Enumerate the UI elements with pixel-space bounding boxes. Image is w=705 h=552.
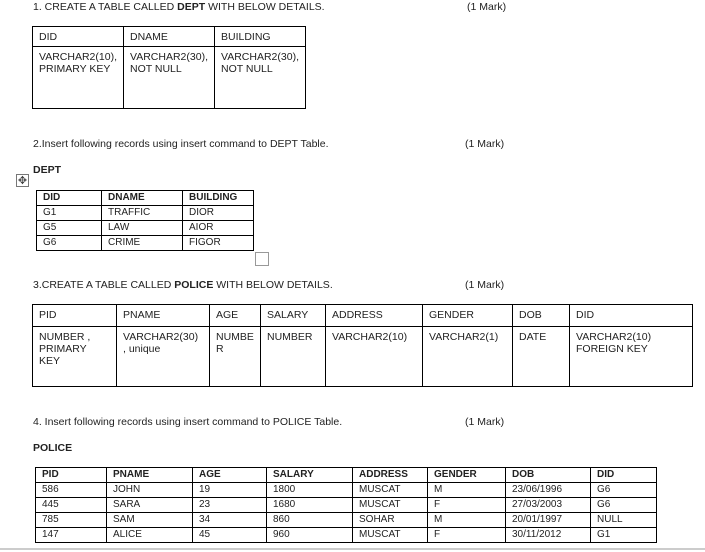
q2-cell: DIOR — [183, 206, 254, 221]
q1-cell-did: VARCHAR2(10), PRIMARY KEY — [33, 47, 124, 109]
q4-cell: 23 — [193, 498, 267, 513]
q4-header: DID — [591, 468, 657, 483]
q4-cell: 960 — [267, 528, 353, 543]
q4-cell: MUSCAT — [353, 528, 428, 543]
q4-cell: 27/03/2003 — [506, 498, 591, 513]
q2-cell: G6 — [37, 236, 102, 251]
q3-cell-age: NUMBE R — [210, 327, 261, 387]
q1-table — [32, 26, 306, 109]
q4-cell: NULL — [591, 513, 657, 528]
q4-cell: SOHAR — [353, 513, 428, 528]
q4-cell: 34 — [193, 513, 267, 528]
q3-cell-salary: NUMBER — [261, 327, 326, 387]
q4-cell: ALICE — [107, 528, 193, 543]
q2-title: 2.Insert following records using insert command to DEPT Table. — [33, 138, 329, 150]
q3-cell-dob: DATE — [513, 327, 570, 387]
q4-cell: 860 — [267, 513, 353, 528]
q4-cell: JOHN — [107, 483, 193, 498]
q4-cell: 23/06/1996 — [506, 483, 591, 498]
q4-cell: MUSCAT — [353, 483, 428, 498]
q4-cell: 1800 — [267, 483, 353, 498]
q1-cell-building: VARCHAR2(30), NOT NULL — [215, 47, 306, 109]
q4-cell: 45 — [193, 528, 267, 543]
q4-cell: MUSCAT — [353, 498, 428, 513]
q3-header-gender: GENDER — [423, 305, 513, 327]
q2-header-dname: DNAME — [102, 191, 183, 206]
q3-header-address: ADDRESS — [326, 305, 423, 327]
q4-cell: G6 — [591, 498, 657, 513]
q2-label: DEPT — [33, 164, 62, 176]
q4-mark: (1 Mark) — [465, 416, 505, 428]
q3-header-age: AGE — [210, 305, 261, 327]
table-row — [36, 498, 657, 513]
q2-cell: FIGOR — [183, 236, 254, 251]
q4-table — [35, 467, 657, 543]
q2-table — [36, 190, 254, 251]
q4-cell: 19 — [193, 483, 267, 498]
q4-header: GENDER — [428, 468, 506, 483]
q1-title: 1. CREATE A TABLE CALLED DEPT WITH BELOW DETAILS. — [33, 1, 325, 13]
q4-cell: 445 — [36, 498, 107, 513]
q3-header-salary: SALARY — [261, 305, 326, 327]
q3-title: 3.CREATE A TABLE CALLED POLICE WITH BELOW DETAILS. — [33, 279, 333, 291]
q4-cell: 147 — [36, 528, 107, 543]
q4-cell: M — [428, 483, 506, 498]
q3-cell-address: VARCHAR2(10) — [326, 327, 423, 387]
q4-header: ADDRESS — [353, 468, 428, 483]
q2-cell: TRAFFIC — [102, 206, 183, 221]
q3-header-pid: PID — [33, 305, 117, 327]
q4-cell: 20/01/1997 — [506, 513, 591, 528]
q2-cell: G1 — [37, 206, 102, 221]
page-bottom-edge — [0, 548, 705, 550]
q3-table — [32, 304, 693, 387]
q2-cell: AIOR — [183, 221, 254, 236]
move-cross-icon[interactable]: ✥ — [17, 175, 28, 187]
q4-cell: 586 — [36, 483, 107, 498]
q2-header-did: DID — [37, 191, 102, 206]
q3-header-pname: PNAME — [117, 305, 210, 327]
q2-cell: G5 — [37, 221, 102, 236]
table-row — [37, 206, 254, 221]
q2-cell: CRIME — [102, 236, 183, 251]
table-resize-handle[interactable] — [255, 252, 269, 266]
q4-header: DOB — [506, 468, 591, 483]
q3-cell-did: VARCHAR2(10) FOREIGN KEY — [570, 327, 693, 387]
q1-header-building: BUILDING — [215, 27, 306, 47]
q3-mark: (1 Mark) — [465, 279, 505, 291]
q4-label: POLICE — [33, 442, 73, 454]
q4-cell: 1680 — [267, 498, 353, 513]
q4-title: 4. Insert following records using insert command to POLICE Table. — [33, 416, 343, 428]
q4-header: PID — [36, 468, 107, 483]
q4-cell: SARA — [107, 498, 193, 513]
table-row — [37, 236, 254, 251]
q1-cell-dname: VARCHAR2(30), NOT NULL — [124, 47, 215, 109]
q1-mark: (1 Mark) — [467, 1, 507, 13]
q4-cell: G1 — [591, 528, 657, 543]
q3-cell-pname: VARCHAR2(30) , unique — [117, 327, 210, 387]
q3-cell-gender: VARCHAR2(1) — [423, 327, 513, 387]
q3-cell-pid: NUMBER , PRIMARY KEY — [33, 327, 117, 387]
q4-header: AGE — [193, 468, 267, 483]
table-row — [37, 221, 254, 236]
q2-header-building: BUILDING — [183, 191, 254, 206]
q3-header-did: DID — [570, 305, 693, 327]
q4-header: PNAME — [107, 468, 193, 483]
q4-cell: G6 — [591, 483, 657, 498]
q4-cell: 785 — [36, 513, 107, 528]
q4-cell: F — [428, 528, 506, 543]
q4-cell: M — [428, 513, 506, 528]
q4-cell: F — [428, 498, 506, 513]
q4-header: SALARY — [267, 468, 353, 483]
q2-cell: LAW — [102, 221, 183, 236]
q1-header-dname: DNAME — [124, 27, 215, 47]
table-row — [36, 483, 657, 498]
table-row — [36, 528, 657, 543]
q4-cell: SAM — [107, 513, 193, 528]
q2-mark: (1 Mark) — [465, 138, 505, 150]
q1-header-did: DID — [33, 27, 124, 47]
q4-cell: 30/11/2012 — [506, 528, 591, 543]
q3-header-dob: DOB — [513, 305, 570, 327]
table-row — [36, 513, 657, 528]
